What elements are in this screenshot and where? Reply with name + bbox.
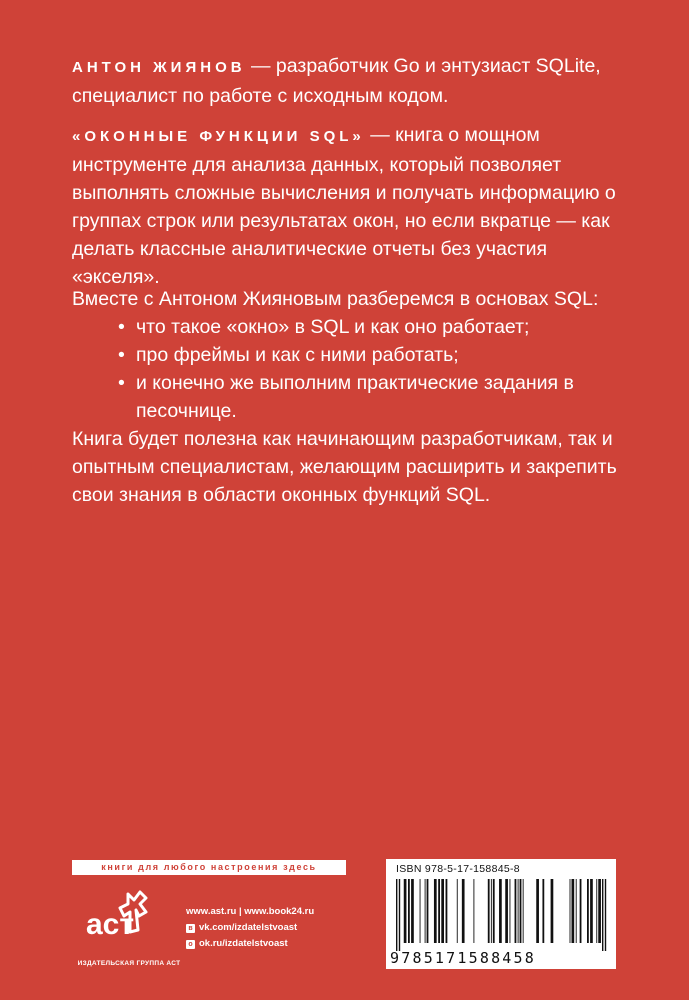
isbn-barcode-box (386, 859, 616, 969)
list-item: • про фреймы и как с ними работать; (118, 341, 632, 369)
logo-text: аст (86, 908, 135, 941)
list-item: • и конечно же выполним практические задания в песочнице. (118, 369, 632, 425)
author-name: АНТОН ЖИЯНОВ (72, 59, 246, 76)
book-title: «ОКОННЫЕ ФУНКЦИИ SQL» (72, 128, 365, 145)
topics-list (72, 313, 632, 425)
ok-link[interactable] (186, 936, 314, 952)
ok-handle: izdatelstvoast (224, 938, 288, 949)
vk-prefix: vk.com/ (199, 922, 235, 933)
barcode-digits: 9785171588458 (390, 949, 536, 967)
author-paragraph (72, 52, 632, 110)
websites-link[interactable]: www.ast.ru | www.book24.ru (186, 906, 315, 917)
slogan-bar: книги для любого настроения здесь (72, 860, 346, 875)
publisher-name: ИЗДАТЕЛЬСКАЯ ГРУППА АСТ (77, 960, 181, 967)
topics-paragraph (72, 285, 632, 425)
topics-intro: Вместе с Антоном Жияновым разберемся в основах SQL: (72, 288, 599, 310)
vk-icon: в (186, 924, 195, 933)
vk-handle: izdatelstvoast (234, 922, 298, 933)
ast-logo (80, 886, 170, 956)
vk-link[interactable] (186, 920, 314, 936)
book-description: — книга о мощном инструменте для анализа данных, который позволяет выполнять сложные вычисления и получать информацию о группах строк или результатах окон, но если вкратце — как делать классные аналитические отчеты без участия «экселя». (72, 124, 616, 288)
barcode-icon (394, 879, 608, 951)
book-description-paragraph (72, 121, 632, 291)
list-item: • что такое «окно» в SQL и как оно работает; (118, 313, 632, 341)
links-block (186, 904, 314, 952)
author-description: — разработчик Go и энтузиаст SQLite, специалист по работе с исходным кодом. (72, 55, 601, 107)
ok-prefix: ok.ru/ (199, 938, 225, 949)
audience-paragraph: Книга будет полезна как начинающим разработчикам, так и опытным специалистам, желающим расширить и закрепить свои знания в области оконных функций SQL. (72, 428, 617, 506)
ok-icon: о (186, 940, 195, 949)
isbn-text: ISBN 978-5-17-158845-8 (396, 863, 520, 875)
